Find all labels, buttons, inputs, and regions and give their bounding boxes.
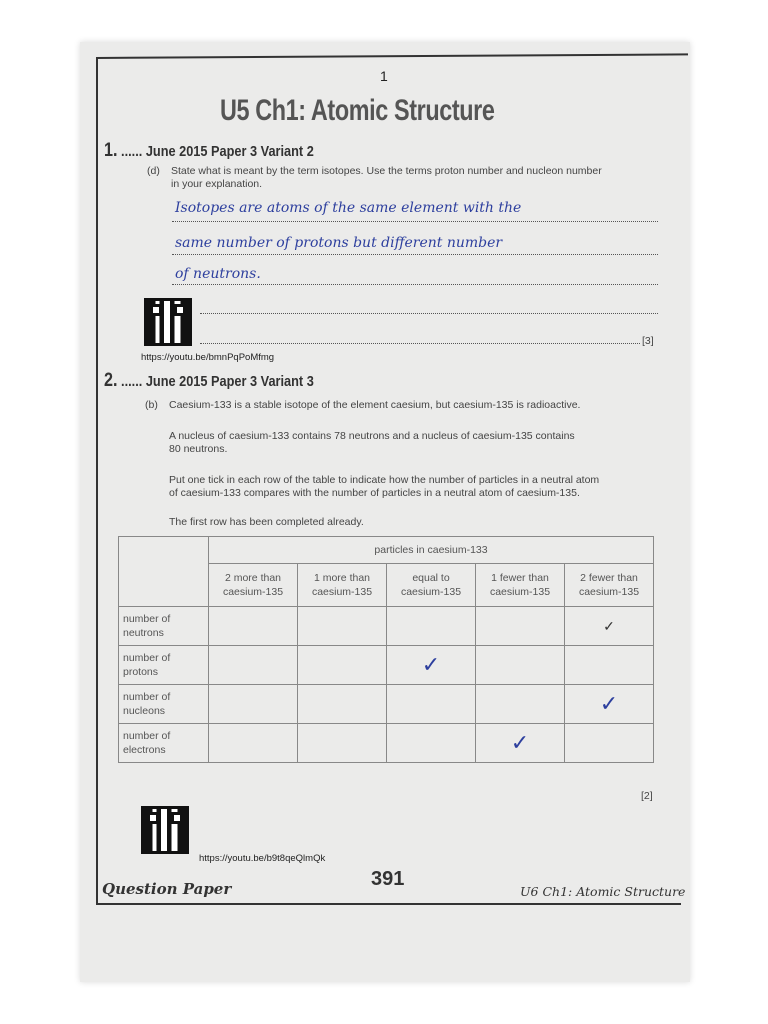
row-label: number of protons xyxy=(119,646,209,685)
row-label: number of neutrons xyxy=(119,607,209,646)
q1-part: (d) xyxy=(147,165,160,177)
q2-qr-url: https://youtu.be/b9t8qeQlmQk xyxy=(199,853,326,864)
column-header: 2 more than caesium-135 xyxy=(209,564,298,607)
table-cell[interactable] xyxy=(298,607,387,646)
page-title: U5 Ch1: Atomic Structure xyxy=(220,94,495,127)
table-row xyxy=(119,607,654,646)
table-cell[interactable] xyxy=(209,685,298,724)
q1-number: 1. xyxy=(104,140,118,161)
q1-heading-text: ...... June 2015 Paper 3 Variant 2 xyxy=(121,143,314,160)
q2-paragraph-4: The first row has been completed already. xyxy=(169,516,364,528)
q1-answer-line1: Isotopes are atoms of the same element with the xyxy=(175,200,522,216)
table-cell[interactable] xyxy=(298,646,387,685)
table-cell[interactable] xyxy=(565,724,654,763)
table-cell[interactable] xyxy=(209,724,298,763)
handwritten-tick-icon: ✓ xyxy=(421,652,441,678)
footer-page-number: 391 xyxy=(371,868,405,890)
handwritten-tick-icon: ✓ xyxy=(599,691,619,717)
frame-left-line xyxy=(96,57,98,905)
column-header: 2 fewer than caesium-135 xyxy=(565,564,654,607)
row-label: number of nucleons xyxy=(119,685,209,724)
q1-question-line1: State what is meant by the term isotopes. Use the terms proton number and nucleon number xyxy=(171,165,602,177)
table-header-row xyxy=(119,537,654,564)
qr-code-icon xyxy=(141,806,189,854)
q2-heading-text: ...... June 2015 Paper 3 Variant 3 xyxy=(121,373,314,390)
table-group-header: particles in caesium-133 xyxy=(209,537,654,564)
q2-paragraph-3 xyxy=(169,474,659,500)
q2-paragraph-3-line1: Put one tick in each row of the table to indicate how the number of particles in a neutral atom xyxy=(169,474,600,486)
q2-heading xyxy=(104,370,314,392)
table-cell[interactable] xyxy=(565,607,654,646)
q1-answer-line3: of neutrons. xyxy=(175,266,261,282)
qr-code-icon xyxy=(144,298,192,346)
frame-bottom-line xyxy=(96,903,681,905)
q2-marks: [2] xyxy=(641,790,653,802)
q1-heading xyxy=(104,140,314,162)
column-header: 1 fewer than caesium-135 xyxy=(476,564,565,607)
table-row xyxy=(119,685,654,724)
q2-paragraph-2 xyxy=(169,430,659,456)
q2-paragraph-2-line1: A nucleus of caesium-133 contains 78 neutrons and a nucleus of caesium-135 contains xyxy=(169,430,575,442)
q2-part: (b) xyxy=(145,399,158,411)
q1-qr-url: https://youtu.be/bmnPqPoMfmg xyxy=(141,352,275,363)
q1-question xyxy=(171,165,661,191)
footer-left-label: Question Paper xyxy=(102,880,232,898)
table-corner-cell xyxy=(119,537,209,607)
table-row xyxy=(119,646,654,685)
column-header: equal to caesium-135 xyxy=(387,564,476,607)
table-row xyxy=(119,724,654,763)
q2-paragraph-3-line2: of caesium-133 compares with the number of particles in a neutral atom of caesium-135. xyxy=(169,487,580,499)
q2-paragraph-2-line2: 80 neutrons. xyxy=(169,443,228,455)
answer-rule xyxy=(200,313,658,314)
answer-rule xyxy=(172,254,658,255)
printed-tick-icon: ✓ xyxy=(603,617,615,634)
footer-right-label: U6 Ch1: Atomic Structure xyxy=(520,884,686,899)
table-cell[interactable] xyxy=(209,646,298,685)
q1-marks: [3] xyxy=(642,335,654,347)
table-cell[interactable] xyxy=(298,724,387,763)
table-cell[interactable] xyxy=(476,724,565,763)
q1-answer-line2: same number of protons but different number xyxy=(175,235,503,251)
q1-question-line2: in your explanation. xyxy=(171,178,263,190)
table-cell[interactable] xyxy=(298,685,387,724)
page-number: 1 xyxy=(380,68,388,84)
answer-rule xyxy=(200,343,640,344)
q2-number: 2. xyxy=(104,370,118,391)
particles-table xyxy=(118,536,654,763)
table-cell[interactable] xyxy=(476,685,565,724)
table-cell[interactable] xyxy=(565,646,654,685)
table-cell[interactable] xyxy=(387,685,476,724)
table-cell[interactable] xyxy=(387,724,476,763)
answer-rule xyxy=(172,284,658,285)
handwritten-tick-icon: ✓ xyxy=(510,730,530,756)
table-cell[interactable] xyxy=(387,646,476,685)
column-header: 1 more than caesium-135 xyxy=(298,564,387,607)
table-cell[interactable] xyxy=(476,646,565,685)
table-cell[interactable] xyxy=(387,607,476,646)
table-cell[interactable] xyxy=(209,607,298,646)
row-label: number of electrons xyxy=(119,724,209,763)
table-cell[interactable] xyxy=(476,607,565,646)
table-cell[interactable] xyxy=(565,685,654,724)
q2-paragraph-1: Caesium-133 is a stable isotope of the element caesium, but caesium-135 is radioactive. xyxy=(169,399,581,411)
answer-rule xyxy=(172,221,658,222)
